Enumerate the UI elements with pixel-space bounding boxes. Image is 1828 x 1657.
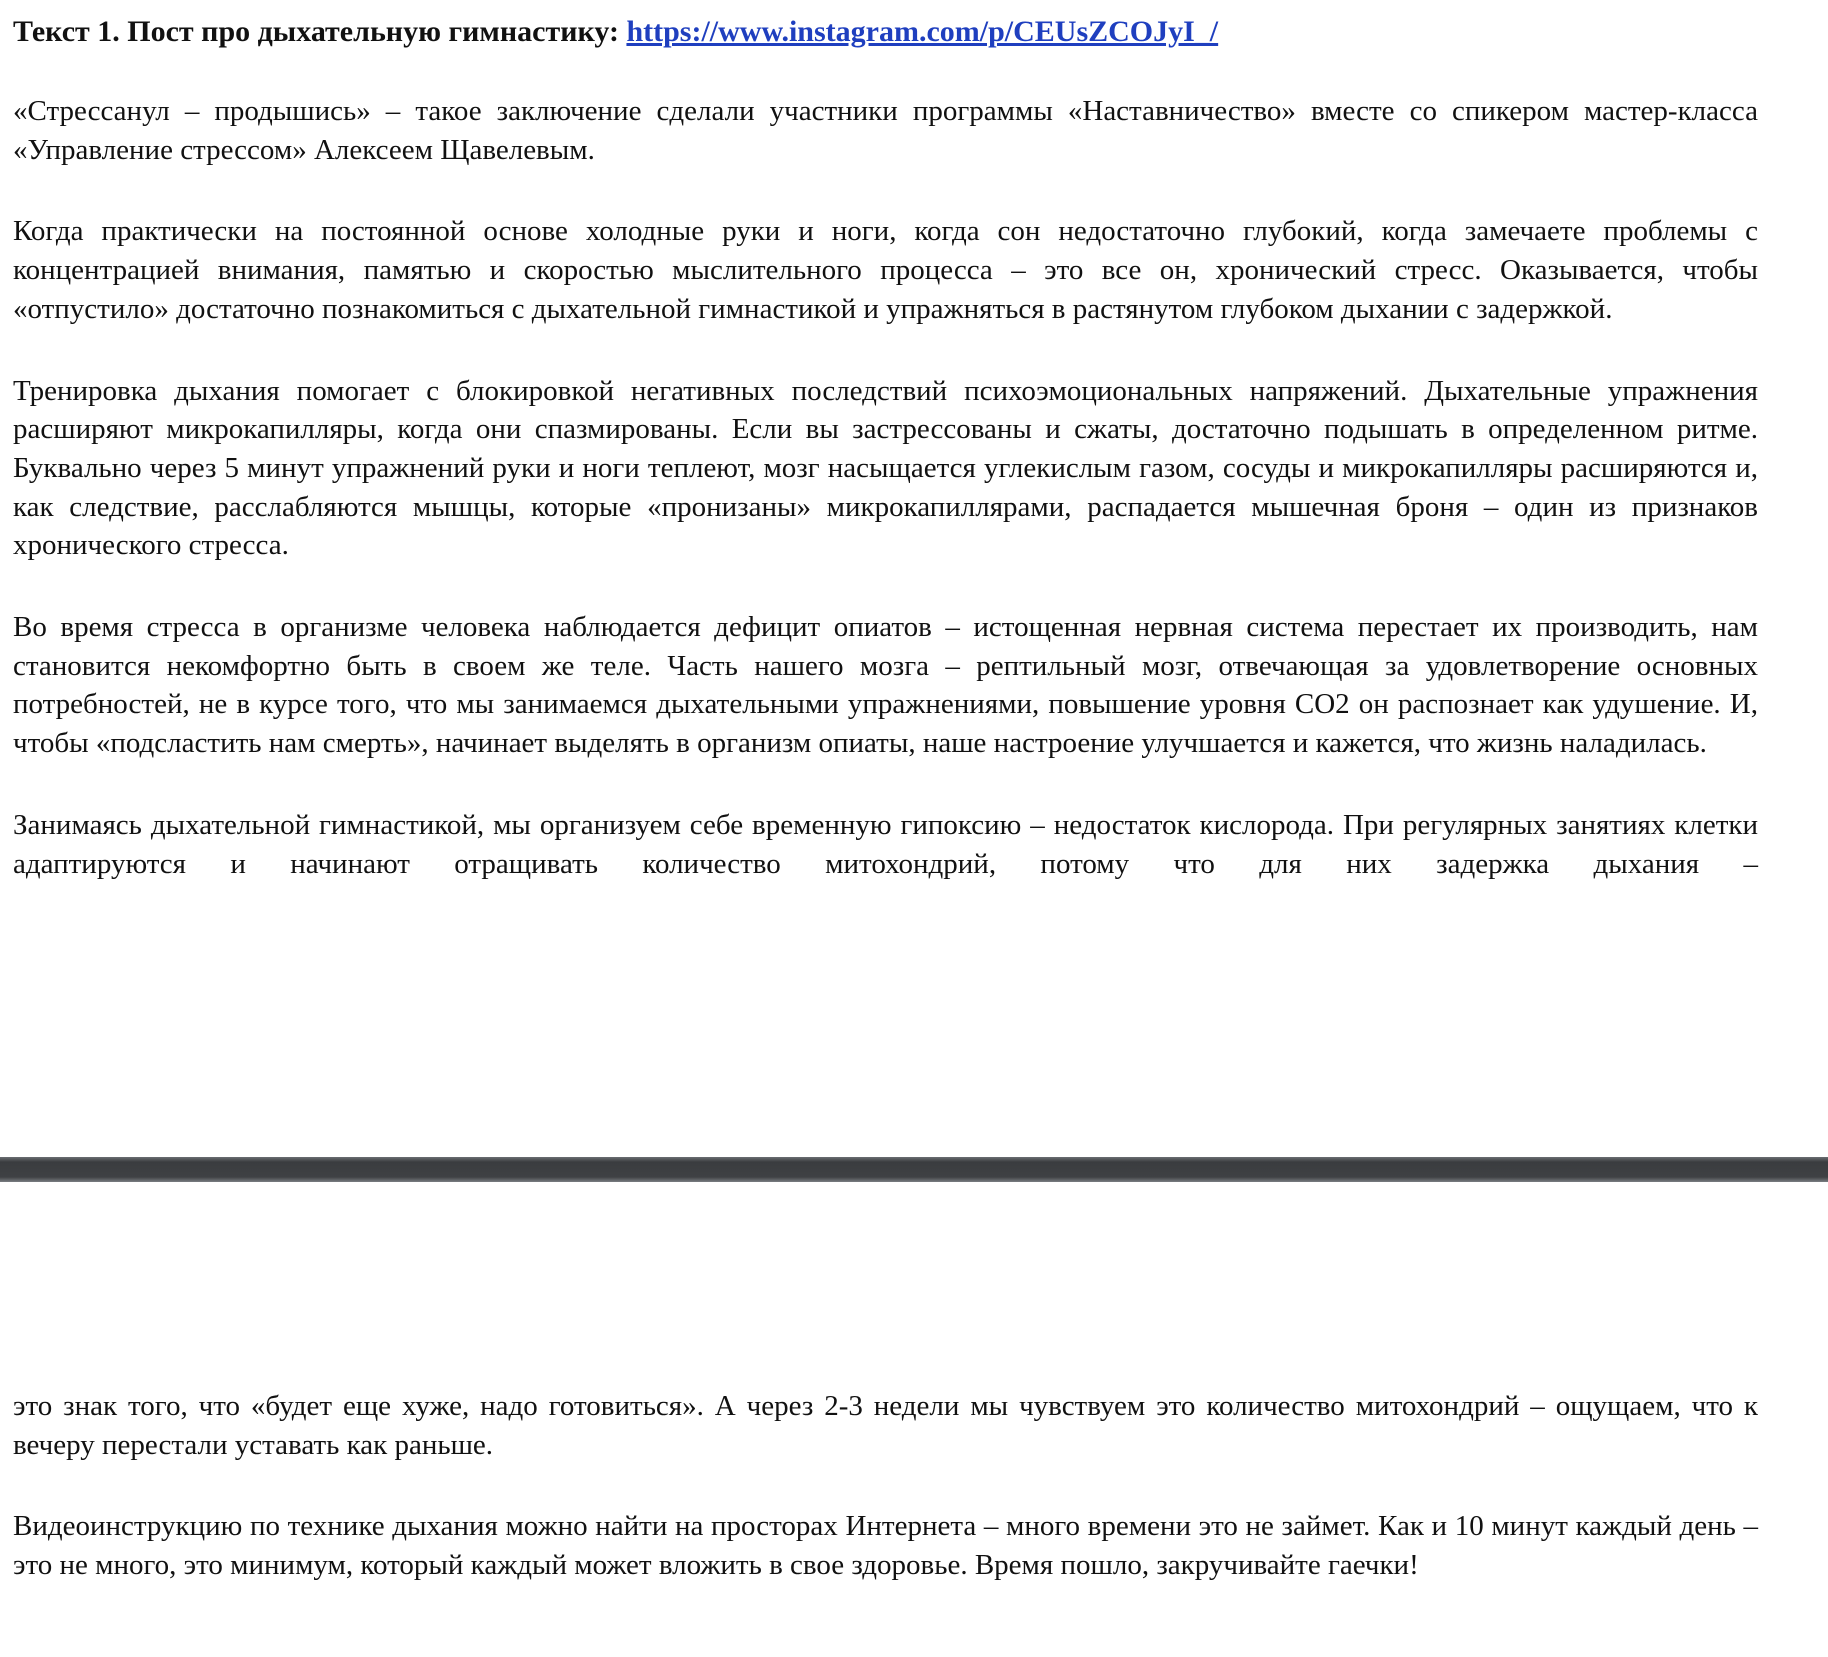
paragraph-6: Видеоинструкцию по технике дыхания можно найти на просторах Интернета – много времени это не займет. Как и 10 минут каждый день – это не много, это минимум, который каждый может вложить в свое здоровье. Время пошло, закручивайте гаечки! xyxy=(13,1510,1758,1582)
paragraph-5: Занимаясь дыхательной гимнастикой, мы организуем себе временную гипоксию – недостаток кислорода. При регулярных занятиях клетки адаптируются и начинают отращивать количество митохондрий, потому что для них задержка дыхания – xyxy=(13,808,1758,880)
paragraph-5-continuation: это знак того, что «будет еще хуже, надо готовиться». А через 2-3 недели мы чувствуем это количество митохондрий – ощущаем, что к вечеру перестали уставать как раньше. xyxy=(13,1390,1758,1461)
page-1-content xyxy=(13,12,1758,883)
paragraph-2: Когда практически на постоянной основе холодные руки и ноги, когда сон недостаточно глубокий, когда замечаете проблемы с концентрацией внимания, памятью и скоростью мыслительного процесса – это все он, хронический стресс. Оказывается, чтобы «отпустило» достаточно познакомиться с дыхательной гимнастикой и упражняться в растянутом глубоком дыхании с задержкой. xyxy=(13,215,1758,325)
document-page-2 xyxy=(0,1182,1828,1657)
page-separator xyxy=(0,1157,1828,1182)
paragraph-1: «Стрессанул – продышись» – такое заключение сделали участники программы «Наставничество» вместе со спикером мастер-класса «Управление стрессом» Алексеем Щавелевым. xyxy=(13,95,1758,166)
instagram-link[interactable]: https://www.instagram.com/p/CEUsZCOJyI_/ xyxy=(626,15,1219,48)
paragraph-3: Тренировка дыхания помогает с блокировкой негативных последствий психоэмоциональных напряжений. Дыхательные упражнения расширяют микрокапилляры, когда они спазмированы. Если вы застрессованы и сжаты, достаточно подышать в определенном ритме. Буквально через 5 минут упражнений руки и ноги теплеют, мозг насыщается углекислым газом, сосуды и микрокапилляры расширяются и, как следствие, расслабляются мышцы, которые «пронизаны» микрокапиллярами, распадается мышечная броня – один из признаков хронического стресса. xyxy=(13,374,1758,562)
document-heading xyxy=(13,12,1758,52)
paragraph-4: Во время стресса в организме человека наблюдается дефицит опиатов – истощенная нервная система перестает их производить, нам становится некомфортно быть в своем же теле. Часть нашего мозга – рептильный мозг, отвечающая за удовлетворение основных потребностей, не в курсе того, что мы занимаемся дыхательными упражнениями, повышение уровня СО2 он распознает как удушение. И, чтобы «подсластить нам смерть», начинает выделять в организм опиаты, наше настроение улучшается и кажется, что жизнь наладилась. xyxy=(13,611,1758,760)
page-2-content xyxy=(13,1387,1758,1628)
heading-text: Текст 1. Пост про дыхательную гимнастику: xyxy=(13,15,627,48)
